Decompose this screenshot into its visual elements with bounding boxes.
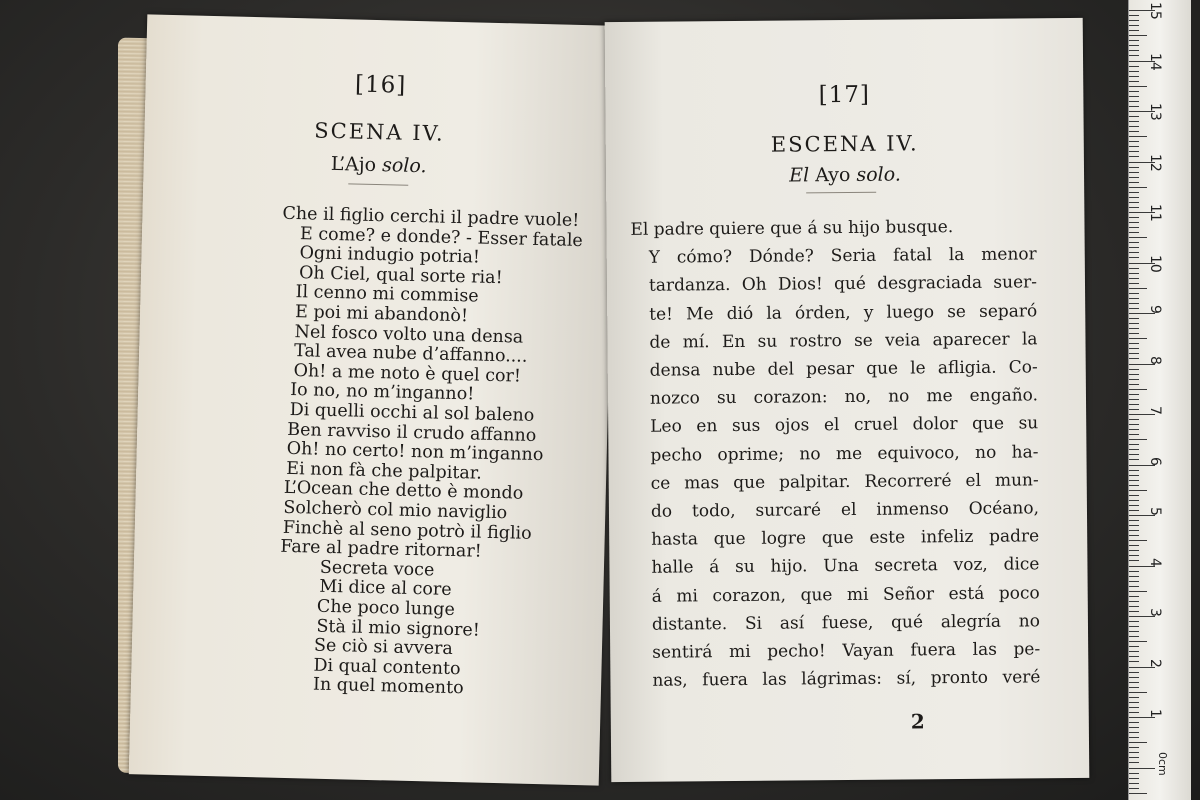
ruler-tick [1129, 399, 1139, 400]
ruler-tick [1129, 768, 1155, 769]
ruler-number: 10 [1147, 254, 1163, 273]
verse-line: Oh! a me noto è quel cor! [293, 360, 522, 387]
ruler-number: 12 [1147, 153, 1163, 172]
ruler-tick [1129, 273, 1139, 274]
ruler-tick [1129, 449, 1139, 450]
ruler-number: 5 [1147, 507, 1163, 516]
ruler-tick [1129, 732, 1139, 733]
ruler-tick [1129, 778, 1139, 779]
right-subtitle-character: Ayo [815, 163, 851, 187]
ruler-tick [1129, 586, 1139, 587]
ruler-tick [1129, 424, 1139, 425]
ruler-tick [1129, 232, 1139, 233]
ruler-tick [1129, 611, 1139, 612]
ruler-tick [1129, 485, 1139, 486]
ruler-tick [1129, 626, 1139, 627]
ruler-tick [1129, 81, 1139, 82]
ruler-tick [1129, 596, 1139, 597]
left-subtitle [144, 148, 614, 181]
verse-line: Oh Ciel, qual sorte ria! [298, 262, 503, 288]
prose-line: Y cómo? Dónde? Seria fatal la menor [648, 244, 1037, 268]
ruler-tick [1129, 30, 1139, 31]
prose-line: halle á su hijo. Una secreta voz, dice [651, 554, 1040, 579]
ruler-tick [1129, 646, 1139, 647]
ruler-tick [1129, 131, 1139, 132]
ruler-tick [1129, 550, 1139, 551]
ruler-tick [1129, 76, 1139, 77]
ruler-tick [1129, 621, 1139, 622]
verse-line: E poi mi abandonò! [294, 302, 469, 327]
verse-line: Solcherò col mio naviglio [283, 497, 508, 524]
ruler-tick [1129, 571, 1139, 572]
ruler-tick [1129, 641, 1147, 642]
ruler-tick [1129, 672, 1139, 673]
ruler-tick [1129, 656, 1139, 657]
ruler-tick [1129, 394, 1139, 395]
ruler-tick [1129, 257, 1139, 258]
verse-line: L’Ocean che detto è mondo [283, 478, 524, 505]
verse-line: In quel momento [312, 675, 464, 699]
ruler-tick [1129, 50, 1139, 51]
ruler-tick [1129, 651, 1139, 652]
ruler-tick [1129, 591, 1147, 592]
ruler-tick [1129, 429, 1139, 430]
ruler-tick [1129, 631, 1139, 632]
ruler-tick [1129, 45, 1139, 46]
ruler-tick [1129, 439, 1147, 440]
ruler-tick [1129, 283, 1139, 284]
verse-line: Ben ravviso il crudo affanno [287, 419, 537, 446]
ruler-tick [1129, 242, 1139, 243]
left-page [129, 14, 617, 785]
ruler-tick [1129, 374, 1139, 375]
ruler-tick [1129, 404, 1139, 405]
prose-line: hasta que logre que este infeliz padre [651, 526, 1040, 550]
verse-line: Il cenno mi commise [295, 282, 479, 307]
ruler-tick [1129, 328, 1139, 329]
ruler-tick [1129, 323, 1139, 324]
ruler-tick [1129, 475, 1139, 476]
verse-line: Di quelli occhi al sol baleno [289, 399, 535, 426]
ruler-tick [1129, 141, 1139, 142]
prose-line: nozco su corazon: no, no me engaño. [649, 385, 1039, 409]
verse-line: Io no, no m’inganno! [289, 380, 475, 405]
ruler-tick [1129, 560, 1139, 561]
ruler-tick [1129, 555, 1139, 556]
verse-line: Se ciò si avvera [313, 635, 454, 660]
ruler-tick [1129, 773, 1139, 774]
ruler-tick [1129, 409, 1139, 410]
open-book [118, 18, 1098, 788]
prose-line: tardanza. Oh Dios! qué desgraciada suer- [648, 272, 1038, 297]
ruler-tick [1129, 71, 1139, 72]
ruler-tick [1129, 697, 1139, 698]
ruler-tick [1129, 136, 1147, 137]
ruler-tick [1129, 237, 1147, 238]
right-subtitle [606, 162, 1084, 188]
ruler-tick [1129, 66, 1139, 67]
ruler-tick [1129, 677, 1139, 678]
prose-line: ce mas que palpitar. Recorreré el mun- [650, 470, 1039, 494]
ruler-tick [1129, 333, 1139, 334]
right-subtitle-direction: solo. [856, 163, 901, 186]
ruler-tick [1129, 303, 1139, 304]
ruler-tick [1129, 227, 1139, 228]
left-page-number: [16] [354, 71, 407, 99]
ruler-tick [1129, 101, 1139, 102]
signature-mark: 2 [910, 709, 925, 734]
right-subtitle-article: El [789, 164, 810, 187]
prose-line: á mi corazon, que mi Señor está poco [651, 582, 1040, 607]
ruler-tick [1129, 353, 1139, 354]
prose-line: pecho oprime; no me equivoco, no ha- [650, 441, 1039, 466]
ruler-tick [1129, 379, 1139, 380]
ruler-number: 14 [1147, 52, 1163, 71]
ruler-tick [1129, 757, 1139, 758]
ruler-tick [1129, 707, 1139, 708]
verse-line: Ogni indugio potria! [299, 243, 481, 268]
ruler-tick [1129, 762, 1139, 763]
ruler-tick [1129, 167, 1139, 168]
ruler-tick [1129, 389, 1147, 390]
ruler-tick [1129, 722, 1139, 723]
ruler-tick [1129, 470, 1139, 471]
ruler-tick [1129, 747, 1139, 748]
ruler-tick [1129, 525, 1139, 526]
ruler-tick [1129, 15, 1139, 16]
ruler-tick [1129, 520, 1139, 521]
ruler-tick [1129, 192, 1139, 193]
ruler-tick [1129, 121, 1139, 122]
ruler-tick [1129, 576, 1139, 577]
ruler-tick [1129, 288, 1147, 289]
verse-line: Finchè al seno potrò il figlio [282, 517, 532, 544]
ruler-tick [1129, 106, 1139, 107]
verse-line: Nel fosco volto una densa [294, 321, 524, 348]
ruler-tick [1129, 702, 1139, 703]
ruler-tick [1129, 197, 1139, 198]
verse-line: E come? e donde? - Esser fatale [299, 223, 584, 251]
ruler-tick [1129, 35, 1147, 36]
verse-line: Fare al padre ritornar! [280, 536, 482, 562]
ruler-tick [1129, 783, 1139, 784]
prose-line: de mí. En su rostro se veia aparecer la [649, 329, 1038, 353]
ruler-tick [1129, 419, 1139, 420]
ruler-tick [1129, 217, 1139, 218]
ruler-tick [1129, 606, 1139, 607]
verse-line: Oh! no certo! non m’inganno [286, 439, 544, 466]
verse-line: Secreta voce [319, 557, 435, 581]
ruler-tick [1129, 540, 1147, 541]
ruler-tick [1129, 535, 1139, 536]
ruler-tick [1129, 682, 1139, 683]
ruler-tick [1129, 737, 1139, 738]
ruler-tick [1129, 348, 1139, 349]
ruler-tick [1129, 308, 1139, 309]
verse-line: Che il figlio cerchi il padre vuole! [282, 203, 580, 231]
ruler-tick [1129, 338, 1147, 339]
ruler-tick [1129, 384, 1139, 385]
right-title-rule [806, 192, 876, 194]
ruler-tick [1129, 661, 1139, 662]
ruler-tick [1129, 91, 1139, 92]
verse-line: Ei non fà che palpitar. [286, 458, 483, 484]
ruler-tick [1129, 247, 1139, 248]
ruler-number: 4 [1147, 557, 1163, 567]
ruler-tick [1129, 55, 1139, 56]
left-scene-title: SCENA IV. [314, 118, 446, 146]
ruler-tick [1129, 459, 1139, 460]
ruler-tick [1129, 202, 1139, 203]
right-page-number: [17] [818, 81, 871, 109]
ruler-tick [1129, 318, 1139, 319]
ruler-tick [1129, 298, 1139, 299]
ruler-tick [1129, 687, 1139, 688]
ruler-tick [1129, 358, 1139, 359]
ruler-tick [1129, 146, 1139, 147]
ruler-tick [1129, 454, 1139, 455]
ruler-tick [1129, 712, 1139, 713]
right-scene-title: ESCENA IV. [770, 131, 919, 157]
ruler-tick [1129, 530, 1139, 531]
verse-line: Tal avea nube d’affanno.... [293, 341, 528, 367]
ruler-number: 9 [1147, 305, 1163, 314]
ruler-tick [1129, 444, 1139, 445]
verse-line: Di qual contento [313, 655, 461, 680]
ruler-number: 1 [1147, 709, 1163, 718]
ruler-number: 11 [1147, 204, 1163, 222]
verse-line: Mi dice al core [319, 577, 452, 601]
ruler-tick [1129, 793, 1147, 794]
measuring-ruler [1128, 0, 1191, 800]
ruler-tick [1129, 480, 1139, 481]
ruler-number: 3 [1147, 608, 1163, 617]
ruler-tick [1129, 96, 1139, 97]
ruler-tick [1129, 86, 1147, 87]
ruler-tick [1129, 182, 1139, 183]
ruler-unit-label: 0cm [1156, 752, 1169, 776]
prose-line: Leo en sus ojos el cruel dolor que su [650, 413, 1039, 438]
ruler-tick [1129, 25, 1139, 26]
ruler-tick [1129, 172, 1139, 173]
ruler-tick [1129, 252, 1139, 253]
ruler-tick [1129, 207, 1139, 208]
ruler-number: 13 [1147, 103, 1163, 121]
left-subtitle-direction: solo. [381, 154, 427, 178]
ruler-tick [1129, 126, 1139, 127]
prose-line: do todo, surcaré el inmenso Océano, [650, 498, 1040, 522]
prose-line: El padre quiere que á su hijo busque. [630, 217, 954, 240]
ruler-tick [1129, 20, 1139, 21]
ruler-tick [1129, 151, 1139, 152]
ruler-number: 2 [1147, 658, 1163, 668]
verse-line: Che poco lunge [316, 596, 456, 621]
ruler-tick [1129, 727, 1139, 728]
ruler-number: 6 [1147, 456, 1163, 466]
ruler-tick [1129, 490, 1147, 491]
ruler-tick [1129, 636, 1139, 637]
ruler-tick [1129, 495, 1139, 496]
ruler-tick [1129, 505, 1139, 506]
ruler-tick [1129, 343, 1139, 344]
ruler-tick [1129, 510, 1139, 511]
ruler-tick [1129, 116, 1139, 117]
ruler-tick [1129, 293, 1139, 294]
ruler-tick [1129, 156, 1139, 157]
ruler-tick [1129, 500, 1139, 501]
right-page [605, 18, 1090, 782]
prose-line: distante. Si así fuese, qué alegría no [651, 611, 1041, 635]
ruler-tick [1129, 692, 1147, 693]
ruler-tick [1129, 742, 1147, 743]
ruler-tick [1129, 545, 1139, 546]
ruler-number: 7 [1147, 406, 1163, 415]
ruler-tick [1129, 278, 1139, 279]
ruler-tick [1129, 581, 1139, 582]
verse-line: Stà il mio signore! [316, 616, 481, 641]
ruler-number: 8 [1147, 355, 1163, 365]
ruler-tick [1129, 177, 1139, 178]
left-subtitle-character: L’Ajo [330, 152, 377, 177]
left-title-rule [348, 183, 408, 185]
ruler-tick [1129, 788, 1139, 789]
ruler-tick [1129, 601, 1139, 602]
prose-line: te! Me dió la órden, y luego se separó [649, 300, 1038, 325]
ruler-tick [1129, 268, 1139, 269]
ruler-tick [1129, 752, 1139, 753]
ruler-tick [1129, 187, 1147, 188]
ruler-tick [1129, 222, 1139, 223]
prose-line: nas, fuera las lágrimas: sí, pronto veré [652, 667, 1041, 691]
prose-line: densa nube del pesar que le afligia. Co- [649, 357, 1038, 381]
ruler-tick [1129, 434, 1139, 435]
prose-line: sentirá mi pecho! Vayan fuera las pe- [652, 639, 1041, 663]
ruler-number: 15 [1147, 2, 1163, 20]
ruler-tick [1129, 369, 1139, 370]
ruler-tick [1129, 40, 1139, 41]
